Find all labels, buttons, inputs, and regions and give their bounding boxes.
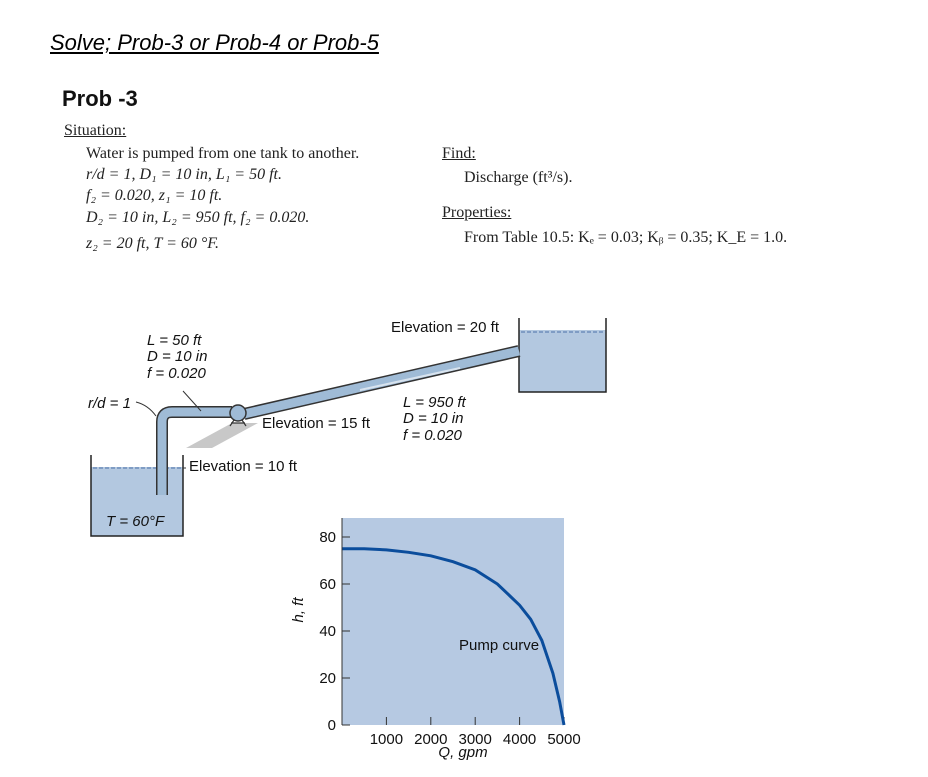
properties-label: Properties: bbox=[442, 204, 512, 221]
pump-platform bbox=[186, 423, 258, 448]
x-axis-label: Q, gpm bbox=[438, 744, 488, 761]
situation-label: Situation: bbox=[64, 122, 127, 139]
y-tick-label: 20 bbox=[319, 670, 336, 687]
bend-ratio-label: r/d = 1 bbox=[88, 395, 131, 412]
pump-curve-chart bbox=[280, 510, 610, 772]
pipe1-length: L = 50 ft bbox=[147, 332, 202, 349]
x-tick-label: 3000 bbox=[458, 731, 492, 748]
pipe2-length: L = 950 ft bbox=[403, 394, 466, 411]
pipe1-diameter: D = 10 in bbox=[147, 348, 208, 365]
pipe1-friction: f = 0.020 bbox=[147, 365, 206, 382]
y-tick-label: 0 bbox=[327, 717, 336, 734]
situation-line-3: f₂ = 0.020, z₁ = 10 ft. bbox=[86, 187, 223, 204]
situation-line-2: r/d = 1, D₁ = 10 in, L₁ = 50 ft. bbox=[86, 166, 282, 183]
x-tick-label: 5000 bbox=[547, 731, 581, 748]
situation-line-4: D₂ = 10 in, L₂ = 950 ft, f₂ = 0.020. bbox=[86, 209, 310, 226]
x-tick-label: 1000 bbox=[369, 731, 404, 748]
pump-curve-annotation: Pump curve bbox=[459, 637, 540, 654]
assignment-heading: Solve; Prob-3 or Prob-4 or Prob-5 bbox=[50, 30, 379, 55]
situation-line-5: z₂ = 20 ft, T = 60 °F. bbox=[86, 235, 219, 252]
x-tick-label: 4000 bbox=[502, 731, 537, 748]
elevation-lower-label: Elevation = 10 ft bbox=[189, 458, 297, 475]
elevation-pump-label: Elevation = 15 ft bbox=[262, 415, 370, 432]
properties-text: From Table 10.5: Kₑ = 0.03; Kᵦ = 0.35; K_E = 1.0. bbox=[464, 229, 788, 246]
elevation-upper-label: Elevation = 20 ft bbox=[391, 319, 499, 336]
situation-line-1: Water is pumped from one tank to another. bbox=[86, 145, 360, 162]
y-tick-label: 80 bbox=[319, 529, 336, 546]
pipe2-friction: f = 0.020 bbox=[403, 427, 462, 444]
pump-icon bbox=[230, 405, 246, 421]
y-tick-label: 40 bbox=[319, 623, 336, 640]
find-text: Discharge (ft³/s). bbox=[464, 169, 573, 186]
x-tick-label: 2000 bbox=[414, 731, 448, 748]
y-axis-label: h, ft bbox=[290, 597, 307, 623]
temperature-label: T = 60°F bbox=[106, 513, 165, 530]
problem-title: Prob -3 bbox=[62, 86, 138, 111]
bend-leader bbox=[136, 402, 156, 416]
find-label: Find: bbox=[442, 145, 476, 162]
upper-tank-water bbox=[519, 330, 606, 392]
y-tick-label: 60 bbox=[319, 576, 336, 593]
pipe2-diameter: D = 10 in bbox=[403, 410, 464, 427]
